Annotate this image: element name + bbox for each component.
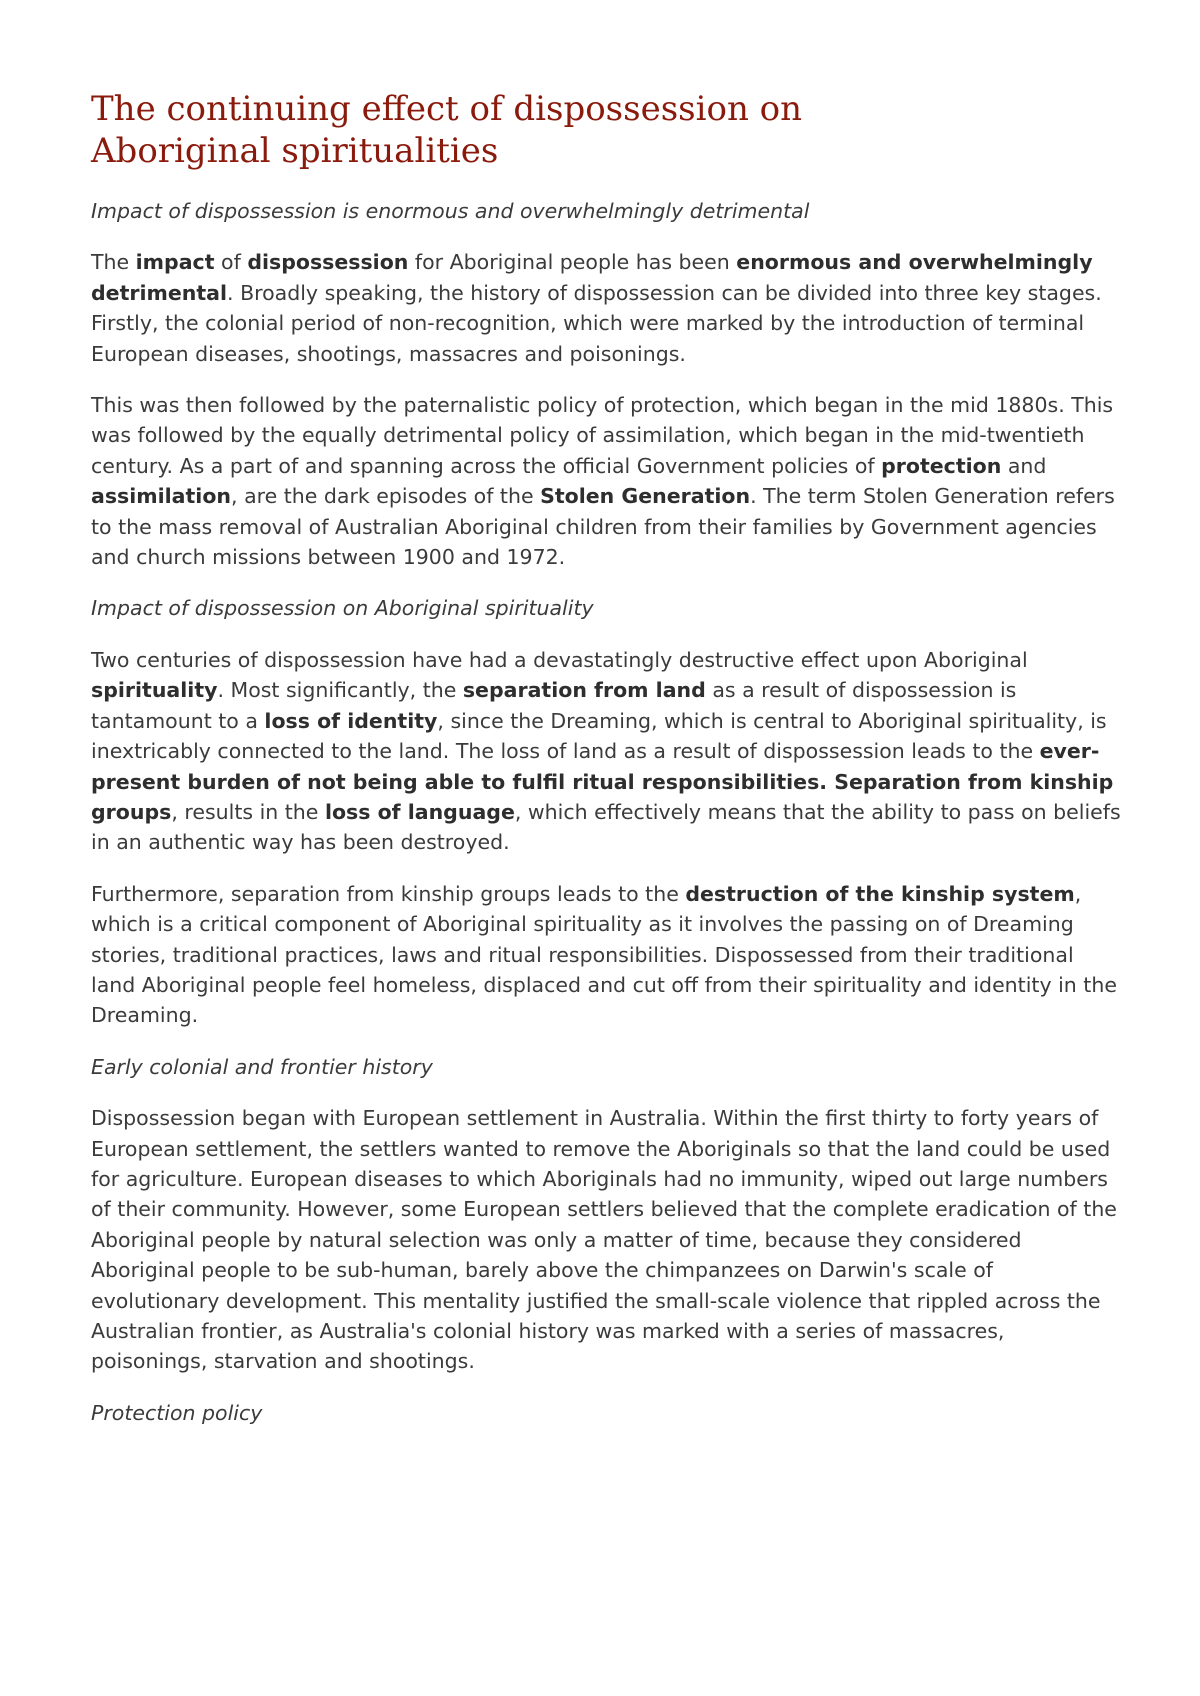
- bold-run: separation from land: [462, 678, 706, 703]
- text-run: , are the dark episodes of the: [231, 484, 541, 509]
- text-run: The: [91, 250, 136, 275]
- paragraph-kinship: [91, 879, 1121, 1031]
- paragraph-impact: [91, 247, 1121, 369]
- paragraph-colonial: Dispossession began with European settlement in Australia. Within the first thirty to forty years of European settlement, the settlers wanted to remove the Aboriginals so that the land could be used for agriculture. European diseases to which Aboriginals had no immunity, wiped out large numbers of their community. However, some European settlers believed that the complete eradication of the Aboriginal people by natural selection was only a matter of time, because they considered Aboriginal people to be sub-human, barely above the chimpanzees on Darwin's scale of evolutionary development. This mentality justified the small-scale violence that rippled across the Australian frontier, as Australia's colonial history was marked with a series of massacres, poisonings, starvation and shootings.: [91, 1106, 1117, 1374]
- text-run: . The term Stolen Generation refers to the mass removal of Australian Aboriginal children from their families by Government agencies and church missions between 1900 and 1972.: [91, 484, 1115, 570]
- text-run: for Aboriginal people has been: [408, 250, 737, 275]
- bold-run: protection: [881, 453, 1002, 478]
- paragraph-policies: [91, 390, 1121, 572]
- text-run: , results in the: [171, 799, 325, 824]
- paragraph-spirituality: [91, 645, 1121, 858]
- text-run: This was then followed by the paternalistic policy of protection, which began in the mid 1880s. This was followed by the equally detrimental policy of assimilation, which began in the mid-twentieth century. As a part of and spanning across the official Government policies of: [91, 393, 1114, 478]
- text-run: Two centuries of dispossession have had a devastatingly destructive effect upon Aboriginal: [91, 647, 1028, 672]
- bold-run: loss of identity: [264, 708, 438, 733]
- bold-run: enormous and overwhelmingly detrimental: [91, 250, 1093, 305]
- bold-run: impact: [135, 250, 215, 275]
- text-run: Furthermore, separation from kinship groups leads to the: [91, 881, 686, 906]
- text-run: , which is a critical component of Aboriginal spirituality as it involves the passing on of Dreaming stories, traditional practices, laws and ritual responsibilities. Dispossessed from their traditional land Aboriginal people feel homeless, displaced and cut off from their spirituality and identity in the Dreaming.: [91, 881, 1117, 1028]
- bold-run: spirituality: [91, 678, 218, 703]
- subheading-protection: Protection policy: [91, 1400, 263, 1425]
- subheading-colonial: Early colonial and frontier history: [91, 1054, 433, 1079]
- text-run: . Most significantly, the: [217, 678, 463, 703]
- page-title: The continuing effect of dispossession on Aboriginal spiritualities: [91, 89, 803, 171]
- bold-run: Stolen Generation: [540, 484, 751, 509]
- text-run: . Broadly speaking, the history of dispossession can be divided into three key stages. Firstly, the colonial period of non-recognition, which were marked by the introduction of terminal European diseases, shootings, massacres and poisonings.: [91, 280, 1102, 366]
- text-run: and: [1001, 453, 1047, 478]
- subheading-impact: Impact of dispossession is enormous and overwhelmingly detrimental: [91, 199, 810, 223]
- text-run: as a result of dispossession is tantamount to a: [91, 678, 1017, 733]
- document-page: [91, 88, 1121, 1449]
- bold-run: assimilation: [91, 484, 232, 509]
- bold-run: ever-present burden of not being able to fulfil ritual responsibilities. Separation from kinship groups: [91, 739, 1114, 824]
- subheading-spirituality: Impact of dispossession on Aboriginal spirituality: [91, 596, 594, 621]
- bold-run: dispossession: [247, 250, 409, 275]
- text-run: of: [214, 250, 248, 275]
- bold-run: destruction of the kinship system: [685, 881, 1075, 906]
- bold-run: loss of language: [324, 799, 515, 824]
- text-run: , since the Dreaming, which is central to Aboriginal spirituality, is inextricably connected to the land. The loss of land as a result of dispossession leads to the: [91, 708, 1107, 764]
- text-run: , which effectively means that the ability to pass on beliefs in an authentic way has been destroyed.: [91, 799, 1121, 855]
